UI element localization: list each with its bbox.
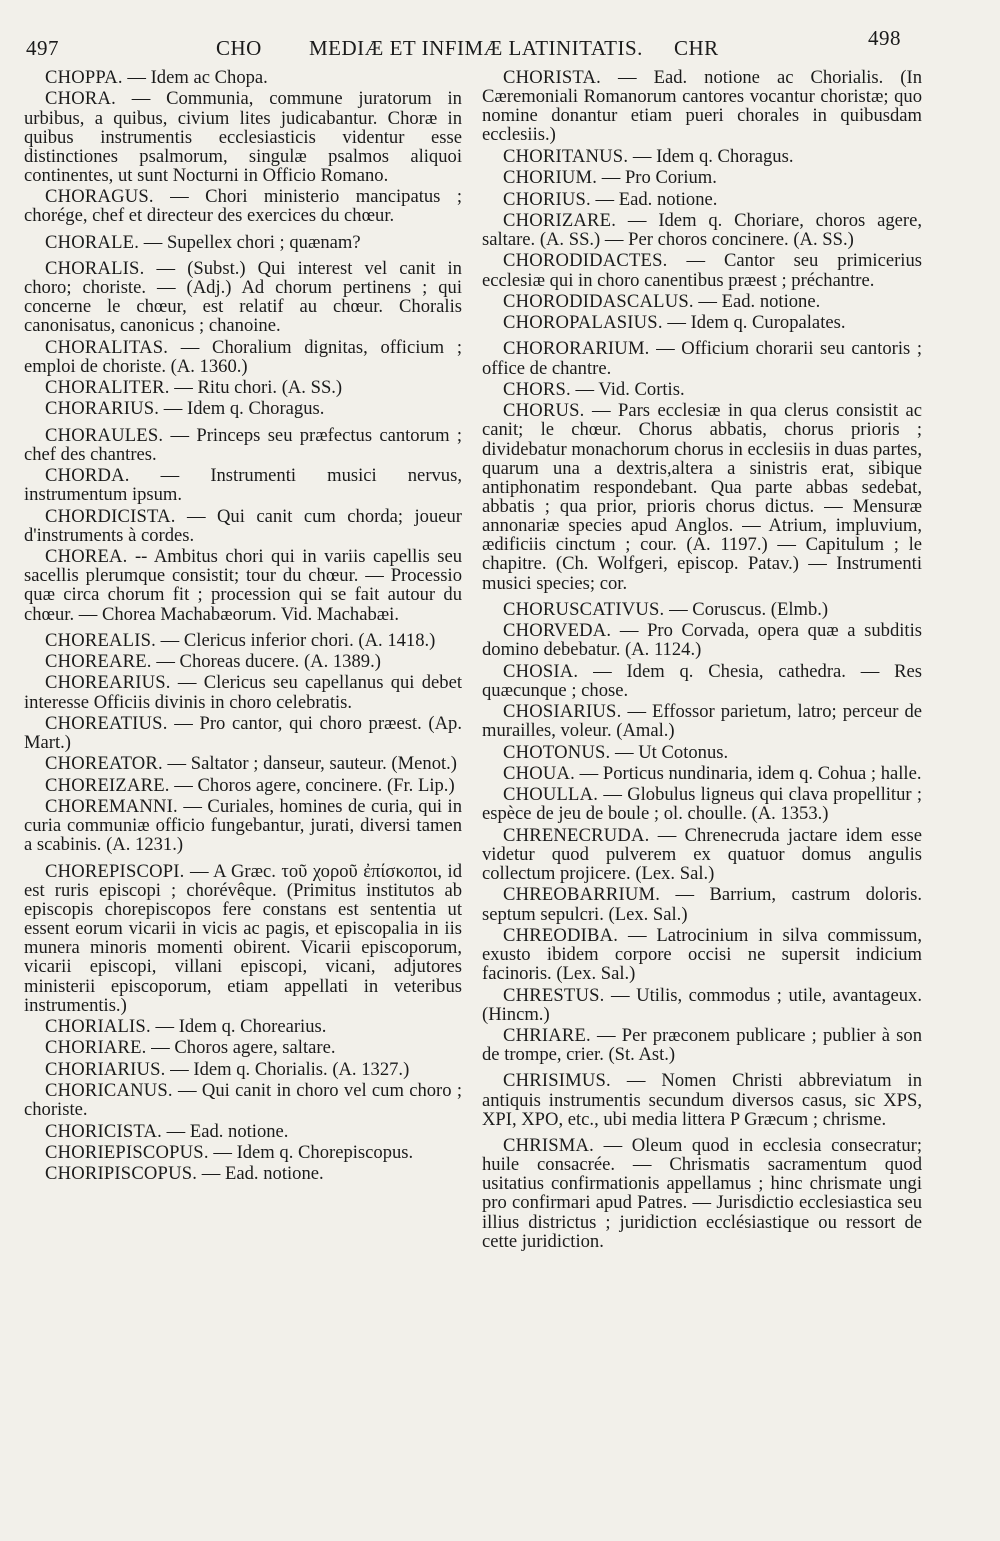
left-guide-word: CHO [216, 36, 262, 60]
dictionary-entry [24, 862, 462, 1015]
entry-definition: — Effossor parietum, latro; perceur de murailles, voleur. (Amal.) [482, 701, 922, 742]
dictionary-entry [24, 652, 462, 671]
entry-definition: — Idem q. Chorialis. (A. 1327.) [170, 1058, 410, 1080]
dictionary-entry [482, 251, 922, 289]
entry-headword: CHORODIDASCALUS. [503, 290, 694, 312]
dictionary-entry [482, 702, 922, 740]
dictionary-entry [482, 68, 922, 145]
entry-definition: — Qui canit in choro vel cum choro ; choriste. [24, 1080, 462, 1121]
entry-headword: CHORUSCATIVUS. [503, 598, 665, 620]
dictionary-entry [24, 754, 462, 773]
entry-definition: — A Græc. τοῦ χοροῦ ἐπίσκοποι, id est ruris episcopi ; chorévêque. (Primitus institutos ab episcopis chorepiscopos fere constans est sententia ut essent eorum vicarii in vicis ac pagis, et episcopalia in iis munera minoris momenti obirent. Vicarii episcoporum, vicarii episcopi, villani episcopi, vicani, adjutores ministerii episcoporum, etiam appellati in veteribus instrumentis.) [24, 860, 462, 1016]
entry-definition: — Instrumenti musici nervus, instrumentum ipsum. [24, 465, 462, 506]
entry-definition: — Curiales, homines de curia, qui in curia communiæ officio fungebantur, jurati, diversi tamen a scabinis. (A. 1231.) [24, 796, 463, 856]
dictionary-entry [24, 187, 462, 225]
entry-headword: CHOREARIUS. [45, 672, 171, 694]
entry-definition: — Idem ac Chopa. [127, 67, 268, 88]
dictionary-entry [24, 673, 462, 711]
dictionary-entry [24, 1081, 462, 1119]
entry-headword: CHRIARE. [503, 1025, 591, 1047]
entry-definition: — Coruscus. (Elmb.) [669, 598, 829, 620]
entry-definition: — Pro cantor, qui choro præest. (Ap. Mart.) [24, 712, 462, 754]
running-header [26, 28, 900, 62]
entry-headword: CHORORARIUM. [503, 338, 650, 360]
entry-definition: — Cantor seu primicerius ecclesiæ qui in choro canentibus præest ; préchantre. [482, 250, 922, 291]
dictionary-entry [24, 426, 462, 464]
entry-headword: CHORALE. [45, 231, 140, 253]
entry-headword: CHREOBARRIUM. [503, 884, 661, 906]
dictionary-entry [24, 1122, 462, 1141]
dictionary-entry [482, 339, 922, 377]
dictionary-entry [24, 89, 462, 185]
entry-definition: — Idem q. Chesia, cathedra. — Res quæcunque ; chose. [482, 660, 923, 701]
entry-definition: — Princeps seu præfectus cantorum ; chef des chantres. [24, 424, 462, 465]
entry-definition: — Latrocinium in silva commissum, exusto ibidem corpore occisi ne supersit indicium facinoris. (Lex. Sal.) [482, 924, 922, 985]
entry-headword: CHORICANUS. [45, 1080, 173, 1102]
entry-definition: — Pro Corvada, opera quæ a subditis domino debebatur. (A. 1124.) [482, 620, 922, 661]
entry-headword: CHRISIMUS. [503, 1070, 611, 1092]
dictionary-entry [24, 797, 462, 854]
entry-headword: CHORISTA. [503, 67, 601, 88]
dictionary-entry [24, 259, 462, 336]
entry-headword: CHORA. [45, 88, 116, 110]
entry-headword: CHOREIZARE. [45, 774, 170, 796]
entry-headword: CHORIALIS. [45, 1016, 151, 1037]
dictionary-entry [24, 1017, 462, 1036]
dictionary-entry [24, 1038, 462, 1057]
entry-definition: — Idem q. Choragus. [632, 145, 794, 167]
dictionary-entry [482, 401, 922, 593]
dictionary-entry [482, 313, 922, 332]
left-page-number: 497 [26, 36, 59, 60]
dictionary-entry [24, 1060, 462, 1079]
dictionary-entry [24, 68, 462, 87]
entry-headword: CHORARIUS. [45, 398, 160, 420]
entry-headword: CHOTONUS. [503, 741, 611, 763]
entry-headword: CHOSIARIUS. [503, 701, 622, 723]
dictionary-entry [482, 190, 922, 209]
entry-definition: — Ead. notione ac Chorialis. (In Cæremoniali Romanorum cantores vocantur choristæ; quo nomine donantur etiam pueri chorales in quibusdam ecclesiis.) [482, 67, 922, 146]
entry-definition: — Globulus ligneus qui clava propellitur ; espèce de jeu de boule ; ol. choulle. (A. 1353.) [482, 784, 922, 825]
dictionary-entry [482, 380, 922, 399]
entry-definition: — Idem q. Choragus. [163, 398, 325, 420]
entry-headword: CHORIARIUS. [45, 1058, 166, 1080]
entry-definition: — Choros agere, concinere. (Fr. Lip.) [174, 774, 455, 796]
entry-definition: — Pars ecclesiæ in qua clerus consistit ac canit; le chœur. Chorus abbatis, chorus prioris ; dividebatur monachorum chorus in ecclesiis in duas partes, quarum una a dextris,altera a sinistris erat, sibique antiphonatim respondebant. Qua parte abbas sedebat, abbatis ; qua prior, prioris chorus dictus. — Mensuræ annonariæ species apud Anglos. — Atrium, impluvium, ædificiis cinctum ; cour. (A. 1197.) — Capitulum ; le chapitre. (Ch. Wolfgeri, episcop. Patav.) — Instrumenti musici species; cor. [482, 400, 922, 594]
entry-definition: — Clericus inferior chori. (A. 1418.) [160, 629, 436, 651]
entry-headword: CHORIUS. [503, 188, 591, 210]
entry-definition: — Pro Corium. [601, 167, 717, 189]
dictionary-entry [482, 826, 922, 883]
entry-headword: CHORAGUS. [45, 186, 154, 208]
dictionary-entry [482, 1071, 922, 1128]
entry-headword: CHRESTUS. [503, 984, 605, 1006]
dictionary-entry [24, 378, 462, 397]
entry-definition: — Choreas ducere. (A. 1389.) [156, 651, 381, 673]
entry-headword: CHORALIS. [45, 257, 145, 279]
dictionary-entry [24, 1143, 462, 1162]
entry-definition: — Idem q. Chorearius. [155, 1016, 327, 1037]
dictionary-entry [482, 785, 922, 823]
right-column [482, 68, 922, 1253]
dictionary-entry [24, 714, 462, 752]
entry-definition: — Ritu chori. (A. SS.) [174, 377, 343, 399]
entry-headword: CHORVEDA. [503, 620, 612, 642]
dictionary-entry [482, 662, 922, 700]
entry-definition: — Utilis, commodus ; utile, avantageux. (Hincm.) [482, 984, 922, 1025]
entry-definition: — Ead. notione. [166, 1120, 289, 1142]
dictionary-entry [24, 1164, 462, 1183]
running-title: MEDIÆ ET INFIMÆ LATINITATIS. [309, 36, 643, 60]
entry-headword: CHOREPISCOPI. [45, 860, 185, 882]
entry-headword: CHORUS. [503, 400, 585, 422]
entry-definition: — Ead. notione. [201, 1163, 324, 1185]
entry-definition: — Clericus seu capellanus qui debet interesse Officiis divinis in choro celebratis. [24, 672, 462, 713]
dictionary-entry [24, 507, 462, 545]
right-page-number: 498 [868, 26, 901, 50]
dictionary-entry [482, 1136, 922, 1251]
dictionary-entry [482, 743, 922, 762]
entry-headword: CHOPPA. [45, 67, 123, 88]
dictionary-entry [24, 776, 462, 795]
dictionary-entry [24, 631, 462, 650]
entry-headword: CHORDICISTA. [45, 505, 176, 527]
entry-definition: — Qui canit cum chorda; joueur d'instruments à cordes. [24, 505, 462, 546]
entry-headword: CHREODIBA. [503, 924, 619, 946]
entry-headword: CHORIEPISCOPUS. [45, 1141, 209, 1163]
dictionary-entry [482, 885, 922, 923]
entry-headword: CHOREATOR. [45, 753, 163, 775]
entry-definition: — Vid. Cortis. [575, 378, 685, 400]
entry-definition: — Saltator ; danseur, sauteur. (Menot.) [167, 753, 458, 775]
entry-definition: — Idem q. Choriare, choros agere, saltare. (A. SS.) — Per choros concinere. (A. SS.) [482, 209, 922, 250]
entry-headword: CHOULLA. [503, 784, 599, 806]
entry-definition: — Chori ministerio mancipatus ; chorége, chef et directeur des exercices du chœur. [24, 186, 462, 227]
dictionary-entry [24, 466, 462, 504]
entry-headword: CHORIARE. [45, 1037, 147, 1059]
dictionary-entry [24, 547, 462, 624]
entry-headword: CHORALITER. [45, 377, 170, 399]
entry-headword: CHOREA. [45, 546, 128, 568]
entry-definition: — Nomen Christi abbreviatum in antiquis instrumentis secundum diversos casus, sic XPS, XPI, XPO, etc., ubi media littera P Græcum ; chrisme. [482, 1070, 922, 1130]
entry-definition: — Choros agere, saltare. [151, 1037, 336, 1059]
entry-headword: CHORDA. [45, 465, 130, 487]
entry-headword: CHORICISTA. [45, 1120, 162, 1142]
entry-headword: CHORODIDACTES. [503, 250, 668, 272]
entry-headword: CHOREARE. [45, 651, 152, 673]
entry-definition: -- Ambitus chori qui in variis capellis seu sacellis plerumque consistit; tour du chœur. — Processio quæ circa chorum fit ; procession qui se fait autour du chœur. — Chorea Machabæorum. Vid. Machabæi. [24, 546, 462, 625]
entry-headword: CHOREALIS. [45, 629, 156, 651]
entry-definition: — Ead. notione. [698, 290, 821, 312]
entry-headword: CHRENECRUDA. [503, 824, 650, 846]
entry-definition: — Barrium, castrum doloris. septum sepulcri. (Lex. Sal.) [482, 884, 922, 925]
dictionary-entry [482, 1026, 922, 1064]
entry-headword: CHORIPISCOPUS. [45, 1163, 198, 1185]
dictionary-entry [482, 211, 922, 249]
entry-definition: — Oleum quod in ecclesia consecratur; huile consacrée. — Chrismatis sacramentum quod usitatius confirmationis appellamus ; hinc chrismate ungi pro confirmari apud Patres. — Jurisdictio ecclesiastica seu illius districtus ; juridiction ecclésiastique ou ressort de cette juridiction. [482, 1134, 922, 1252]
entry-definition: — Supellex chori ; quænam? [143, 231, 361, 253]
entry-headword: CHOREATIUS. [45, 712, 168, 734]
entry-definition: — (Subst.) Qui interest vel canit in choro; choriste. — (Adj.) Ad chorum pertinens ; qui concerne le chœur, est relatif au chœur. Choralis canonisatus, canonicus ; chanoine. [24, 257, 462, 337]
entry-definition: — Per præconem publicare ; publier à son de trompe, crier. (St. Ast.) [482, 1025, 922, 1066]
entry-headword: CHOUA. [503, 762, 575, 784]
entry-headword: CHRISMA. [503, 1134, 594, 1156]
dictionary-entry [482, 926, 922, 983]
entry-headword: CHORIZARE. [503, 209, 617, 231]
entry-headword: CHOROPALASIUS. [503, 312, 663, 334]
entry-headword: CHOSIA. [503, 660, 579, 682]
dictionary-entry [482, 168, 922, 187]
entry-headword: CHOREMANNI. [45, 796, 178, 818]
dictionary-entry [482, 764, 922, 783]
dictionary-entry [482, 621, 922, 659]
entry-definition: — Officium chorarii seu cantoris ; office de chantre. [482, 338, 922, 379]
entry-headword: CHORITANUS. [503, 145, 629, 167]
entry-definition: — Porticus nundinaria, idem q. Cohua ; halle. [579, 762, 922, 784]
entry-definition: — Ead. notione. [595, 188, 718, 210]
dictionary-entry [482, 292, 922, 311]
dictionary-entry [24, 399, 462, 418]
entry-headword: CHORALITAS. [45, 336, 169, 358]
entry-headword: CHORAULES. [45, 424, 164, 446]
dictionary-entry [24, 233, 462, 252]
entry-headword: CHORS. [503, 378, 571, 400]
entry-definition: — Idem q. Curopalates. [667, 312, 846, 334]
dictionary-entry [482, 600, 922, 619]
entry-definition: — Ut Cotonus. [615, 741, 729, 763]
entry-definition: — Idem q. Chorepiscopus. [213, 1141, 414, 1163]
dictionary-entry [24, 338, 462, 376]
entry-definition: — Communia, commune juratorum in urbibus, a quibus, civium lites judicabantur. Choræ in quibus instrumentis ecclesiasticis videntur esse distinctiones psalmorum, singulæ psalmos aliquoi continentes, ut sunt Nocturni in Officio Romano. [24, 88, 462, 186]
entry-definition: — Chrenecruda jactare idem esse videtur quod pulverem ex quatuor domus angulis collectum projicere. (Lex. Sal.) [482, 824, 922, 885]
dictionary-entry [482, 147, 922, 166]
entry-headword: CHORIUM. [503, 167, 598, 189]
entry-definition: — Choralium dignitas, officium ; emploi de choriste. (A. 1360.) [24, 336, 462, 377]
dictionary-entry [482, 986, 922, 1024]
right-guide-word: CHR [674, 36, 719, 60]
left-column [24, 68, 462, 1186]
